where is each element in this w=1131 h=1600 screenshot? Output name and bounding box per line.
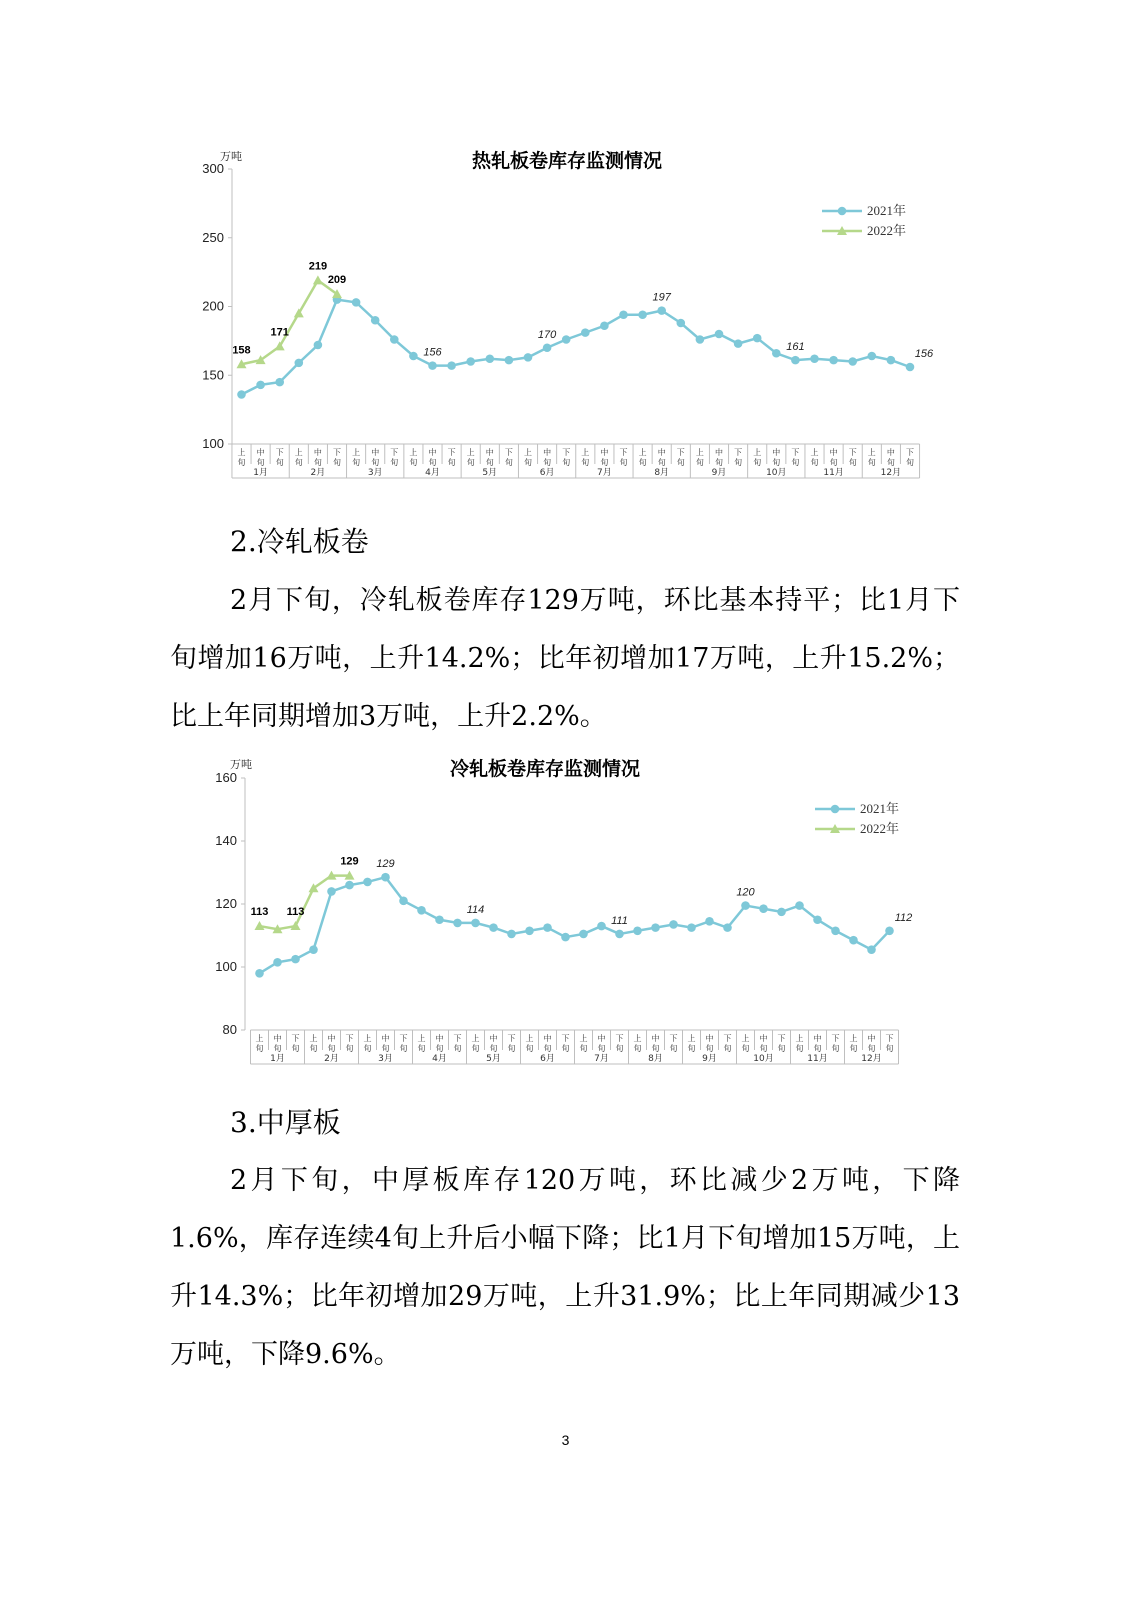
series-2021-point xyxy=(791,356,800,365)
x-tick-label: 上 xyxy=(409,448,418,457)
x-tick-label: 旬 xyxy=(695,458,704,467)
x-tick-label: 旬 xyxy=(417,1044,426,1053)
series-2021-point xyxy=(777,908,786,917)
x-tick-label: 上 xyxy=(417,1034,426,1043)
x-tick-label: 上 xyxy=(471,1034,480,1043)
x-tick-label: 旬 xyxy=(453,1044,462,1053)
x-tick-label: 上 xyxy=(363,1034,372,1043)
series-2021-point xyxy=(505,356,514,365)
month-label: 12月 xyxy=(861,1054,882,1064)
series-2021-line xyxy=(260,877,890,973)
series-2021-point xyxy=(409,352,418,361)
x-tick-label: 上 xyxy=(524,448,532,457)
month-label: 1月 xyxy=(253,468,268,478)
x-tick-label: 上 xyxy=(633,1034,642,1043)
x-tick-label: 旬 xyxy=(345,1044,354,1053)
x-tick-label: 上 xyxy=(849,1034,858,1043)
x-tick-label: 下 xyxy=(399,1034,408,1043)
x-tick-label: 下 xyxy=(676,448,685,457)
x-tick-label: 中 xyxy=(651,1034,660,1043)
x-tick-label: 旬 xyxy=(255,1044,264,1053)
x-tick-label: 下 xyxy=(906,448,914,457)
series-2021-point xyxy=(657,306,666,315)
month-label: 11月 xyxy=(807,1054,828,1064)
chart-svg xyxy=(0,750,1131,1065)
x-tick-label: 中 xyxy=(867,1034,876,1043)
y-tick-label: 250 xyxy=(202,229,224,245)
series-2021-point xyxy=(428,361,437,370)
x-tick-label: 旬 xyxy=(867,458,876,467)
series-2021-point xyxy=(524,353,533,362)
legend-2021-label: 2021年 xyxy=(860,801,900,816)
series-2021-point xyxy=(772,349,781,358)
page-number: 3 xyxy=(561,1432,570,1448)
x-tick-label: 旬 xyxy=(777,1044,786,1053)
series-2021-point xyxy=(390,335,399,344)
section-paragraph-cold-rolled: 2月下旬，冷轧板卷库存129万吨，环比基本持平；比1月下旬增加16万吨，上升14.2%；比年初增加17万吨，上升15.2%；比上年同期增加3万吨，上升2.2%。 xyxy=(170,585,960,732)
x-tick-label: 旬 xyxy=(399,1044,408,1053)
series-2021-point xyxy=(579,930,588,939)
x-tick-label: 旬 xyxy=(619,458,628,467)
series-2021-point xyxy=(829,356,838,365)
x-tick-label: 旬 xyxy=(886,458,895,467)
x-tick-label: 旬 xyxy=(371,458,380,467)
data-label-2021: 112 xyxy=(894,911,913,924)
x-tick-label: 下 xyxy=(291,1034,300,1043)
x-tick-label: 上 xyxy=(309,1034,318,1043)
data-label-2021: 129 xyxy=(376,858,395,871)
month-label: 9月 xyxy=(711,468,727,478)
month-label: 4月 xyxy=(425,468,440,478)
series-2021-point xyxy=(831,926,840,935)
x-tick-label: 旬 xyxy=(294,458,303,467)
legend-2021-label: 2021年 xyxy=(867,203,907,218)
x-tick-label: 旬 xyxy=(772,458,781,467)
section-heading-plate: 3.中厚板 xyxy=(230,1106,341,1139)
month-label: 5月 xyxy=(482,468,498,478)
x-tick-label: 旬 xyxy=(543,1044,552,1053)
series-2021-point xyxy=(309,945,318,954)
series-2021-point xyxy=(810,354,819,363)
series-2021-point xyxy=(723,923,732,932)
x-tick-label: 上 xyxy=(741,1034,750,1043)
x-tick-label: 旬 xyxy=(333,458,341,467)
x-tick-label: 中 xyxy=(813,1034,822,1043)
month-label: 7月 xyxy=(597,468,612,478)
x-tick-label: 中 xyxy=(381,1034,390,1043)
x-tick-label: 旬 xyxy=(275,458,284,467)
series-2021-point xyxy=(489,923,498,932)
chart-svg xyxy=(0,140,1131,485)
series-2021-point xyxy=(759,904,768,913)
x-tick-label: 中 xyxy=(428,448,437,457)
x-tick-label: 上 xyxy=(466,448,475,457)
x-tick-label: 旬 xyxy=(906,458,914,467)
month-label: 3月 xyxy=(367,468,383,478)
month-label: 2月 xyxy=(324,1054,339,1064)
series-2021-line xyxy=(242,300,911,395)
x-tick-label: 旬 xyxy=(849,1044,858,1053)
x-tick-label: 中 xyxy=(597,1034,606,1043)
x-tick-label: 上 xyxy=(579,1034,588,1043)
x-tick-label: 旬 xyxy=(466,458,475,467)
legend-2022-label: 2022年 xyxy=(860,821,900,836)
x-tick-label: 旬 xyxy=(471,1044,480,1053)
y-tick-label: 150 xyxy=(202,367,224,383)
x-tick-label: 上 xyxy=(867,448,876,457)
x-tick-label: 中 xyxy=(256,448,265,457)
x-tick-label: 中 xyxy=(715,448,723,457)
series-2021-point xyxy=(597,922,606,931)
x-tick-label: 下 xyxy=(831,1034,840,1043)
x-tick-label: 旬 xyxy=(390,458,399,467)
x-tick-label: 下 xyxy=(669,1034,678,1043)
series-2021-point xyxy=(600,321,609,330)
x-tick-label: 旬 xyxy=(753,458,762,467)
x-tick-label: 上 xyxy=(795,1034,804,1043)
month-label: 10月 xyxy=(753,1054,774,1064)
series-2021-point xyxy=(371,316,380,325)
x-tick-label: 上 xyxy=(638,448,647,457)
series-2022-point xyxy=(313,275,323,284)
x-tick-label: 旬 xyxy=(810,458,819,467)
x-tick-label: 旬 xyxy=(638,458,647,467)
x-tick-label: 下 xyxy=(275,448,284,457)
series-2021-point xyxy=(715,330,724,339)
series-2021-point xyxy=(255,969,264,978)
x-tick-label: 上 xyxy=(753,448,762,457)
series-2021-point xyxy=(885,926,894,935)
data-label-2021: 111 xyxy=(611,914,628,927)
x-tick-label: 旬 xyxy=(489,1044,498,1053)
series-2021-point xyxy=(561,933,570,942)
x-tick-label: 旬 xyxy=(525,1044,534,1053)
series-2021-point xyxy=(753,334,762,343)
x-tick-label: 旬 xyxy=(309,1044,318,1053)
x-tick-label: 旬 xyxy=(256,458,265,467)
x-tick-label: 旬 xyxy=(813,1044,822,1053)
series-2021-point xyxy=(471,919,480,928)
x-tick-label: 旬 xyxy=(273,1044,282,1053)
x-tick-label: 上 xyxy=(687,1034,696,1043)
y-axis-unit: 万吨 xyxy=(230,758,252,771)
x-tick-label: 中 xyxy=(759,1034,768,1043)
data-label-2021: 161 xyxy=(786,341,805,354)
x-tick-label: 旬 xyxy=(705,1044,714,1053)
x-tick-label: 上 xyxy=(352,448,361,457)
x-tick-label: 下 xyxy=(453,1034,462,1043)
month-label: 2月 xyxy=(310,468,326,478)
x-tick-label: 旬 xyxy=(543,458,552,467)
data-label-2021: 156 xyxy=(914,348,934,360)
legend-2021-marker xyxy=(831,805,840,814)
x-tick-label: 旬 xyxy=(831,1044,840,1053)
series-2021-point xyxy=(813,915,822,924)
y-tick-label: 300 xyxy=(202,161,224,176)
x-tick-label: 旬 xyxy=(381,1044,390,1053)
x-tick-label: 下 xyxy=(562,448,571,457)
y-tick-label: 120 xyxy=(215,896,237,911)
x-tick-label: 中 xyxy=(371,448,380,457)
x-tick-label: 中 xyxy=(489,1034,498,1043)
x-tick-label: 下 xyxy=(777,1034,786,1043)
x-tick-label: 旬 xyxy=(313,458,322,467)
x-tick-label: 下 xyxy=(390,448,399,457)
x-tick-label: 下 xyxy=(504,448,513,457)
x-tick-label: 旬 xyxy=(651,1044,660,1053)
x-tick-label: 旬 xyxy=(352,458,361,467)
x-tick-label: 旬 xyxy=(657,458,666,467)
data-label-2022: 113 xyxy=(286,906,305,919)
series-2021-point xyxy=(887,356,896,365)
x-tick-label: 下 xyxy=(561,1034,570,1043)
x-tick-label: 中 xyxy=(543,1034,552,1043)
x-tick-label: 下 xyxy=(848,448,857,457)
x-tick-label: 中 xyxy=(543,448,552,457)
series-2021-point xyxy=(543,923,552,932)
series-2021-point xyxy=(453,919,462,928)
x-tick-label: 中 xyxy=(705,1034,714,1043)
series-2021-point xyxy=(352,298,361,307)
x-tick-label: 中 xyxy=(313,448,322,457)
series-2021-point xyxy=(363,878,372,887)
month-label: 12月 xyxy=(880,468,902,478)
series-2021-point xyxy=(734,339,743,348)
chart-title: 热轧板卷库存监测情况 xyxy=(471,150,663,172)
series-2021-point xyxy=(906,363,915,372)
series-2021-point xyxy=(275,378,284,387)
x-tick-label: 旬 xyxy=(562,458,571,467)
series-2021-point xyxy=(314,341,323,350)
x-tick-label: 中 xyxy=(327,1034,336,1043)
y-tick-label: 160 xyxy=(215,770,237,785)
month-label: 9月 xyxy=(702,1054,717,1064)
x-tick-label: 上 xyxy=(237,448,246,457)
x-tick-label: 旬 xyxy=(715,458,723,467)
data-label-2021: 114 xyxy=(466,903,485,916)
legend-2021-marker xyxy=(838,207,847,216)
x-tick-label: 下 xyxy=(619,448,628,457)
x-tick-label: 旬 xyxy=(597,1044,606,1053)
x-tick-label: 旬 xyxy=(676,458,685,467)
x-tick-label: 下 xyxy=(615,1034,624,1043)
series-2021-point xyxy=(525,926,534,935)
series-2021-point xyxy=(273,958,282,967)
series-2021-point xyxy=(345,881,354,890)
x-tick-label: 旬 xyxy=(579,1044,588,1053)
x-tick-label: 中 xyxy=(829,448,838,457)
month-label: 7月 xyxy=(594,1054,609,1064)
month-label: 10月 xyxy=(766,468,787,478)
series-2021-point xyxy=(291,955,300,964)
x-tick-label: 旬 xyxy=(633,1044,642,1053)
x-tick-label: 中 xyxy=(273,1034,282,1043)
series-2021-point xyxy=(417,906,426,915)
x-tick-label: 下 xyxy=(333,448,341,457)
x-tick-label: 上 xyxy=(695,448,704,457)
x-tick-label: 旬 xyxy=(867,1044,876,1053)
series-2021-point xyxy=(581,328,590,337)
x-tick-label: 旬 xyxy=(237,458,246,467)
x-tick-label: 旬 xyxy=(723,1044,732,1053)
x-tick-label: 中 xyxy=(485,448,494,457)
x-tick-label: 旬 xyxy=(409,458,418,467)
x-tick-label: 旬 xyxy=(581,458,590,467)
month-label: 11月 xyxy=(823,468,844,478)
month-label: 6月 xyxy=(539,468,555,478)
data-label-2021: 170 xyxy=(537,328,557,341)
series-2022-line xyxy=(242,280,338,364)
series-2021-point xyxy=(651,923,660,932)
y-axis-unit: 万吨 xyxy=(220,150,242,163)
x-tick-label: 上 xyxy=(810,448,819,457)
x-tick-label: 旬 xyxy=(759,1044,768,1053)
section-heading-cold-rolled: 2.冷轧板卷 xyxy=(230,525,369,558)
x-tick-label: 上 xyxy=(581,448,590,457)
x-tick-label: 旬 xyxy=(435,1044,444,1053)
chart-title: 冷轧板卷库存监测情况 xyxy=(449,758,641,780)
series-2021-point xyxy=(381,873,390,882)
x-tick-label: 下 xyxy=(885,1034,894,1043)
x-tick-label: 旬 xyxy=(741,1044,750,1053)
series-2021-point xyxy=(848,357,857,366)
x-tick-label: 下 xyxy=(447,448,456,457)
x-tick-label: 上 xyxy=(294,448,303,457)
series-2021-point xyxy=(295,359,304,368)
data-label-2022: 171 xyxy=(270,326,289,339)
series-2022-line xyxy=(260,876,350,930)
x-tick-label: 旬 xyxy=(795,1044,804,1053)
series-2021-point xyxy=(486,354,495,363)
x-tick-label: 中 xyxy=(600,448,609,457)
x-tick-label: 下 xyxy=(791,448,800,457)
series-2021-point xyxy=(696,335,705,344)
series-2021-point xyxy=(466,357,475,366)
data-label-2021: 197 xyxy=(652,291,671,304)
x-tick-label: 下 xyxy=(507,1034,516,1043)
series-2021-point xyxy=(677,319,686,328)
x-tick-label: 旬 xyxy=(791,458,800,467)
x-tick-label: 中 xyxy=(435,1034,444,1043)
month-label: 8月 xyxy=(648,1054,663,1064)
legend-2022-label: 2022年 xyxy=(867,223,907,238)
month-label: 5月 xyxy=(486,1054,501,1064)
series-2021-point xyxy=(562,335,571,344)
series-2021-point xyxy=(867,945,876,954)
data-label-2022: 129 xyxy=(340,855,359,868)
y-tick-label: 200 xyxy=(202,298,224,314)
series-2021-point xyxy=(619,310,628,319)
x-tick-label: 中 xyxy=(886,448,895,457)
series-2021-point xyxy=(237,390,246,399)
x-tick-label: 中 xyxy=(772,448,781,457)
series-2021-point xyxy=(741,901,750,910)
y-tick-label: 100 xyxy=(215,959,237,974)
data-label-2022: 219 xyxy=(308,260,328,273)
x-tick-label: 旬 xyxy=(447,458,456,467)
series-2021-point xyxy=(705,917,714,926)
series-2021-point xyxy=(687,923,696,932)
x-tick-label: 中 xyxy=(657,448,666,457)
hot-rolled-chart xyxy=(0,140,1131,485)
y-tick-label: 100 xyxy=(202,436,224,451)
x-tick-label: 上 xyxy=(525,1034,534,1043)
month-label: 1月 xyxy=(270,1054,285,1064)
series-2021-point xyxy=(615,930,624,939)
series-2021-point xyxy=(435,915,444,924)
y-tick-label: 80 xyxy=(222,1022,237,1037)
series-2021-point xyxy=(669,920,678,929)
series-2021-point xyxy=(868,352,877,361)
x-tick-label: 旬 xyxy=(615,1044,624,1053)
data-label-2021: 156 xyxy=(423,346,442,359)
y-tick-label: 140 xyxy=(215,833,237,848)
x-tick-label: 下 xyxy=(723,1034,732,1043)
series-2021-point xyxy=(849,936,858,945)
month-label: 4月 xyxy=(432,1054,447,1064)
x-tick-label: 旬 xyxy=(428,458,437,467)
series-2021-point xyxy=(795,901,804,910)
x-tick-label: 旬 xyxy=(485,458,494,467)
x-tick-label: 旬 xyxy=(829,458,838,467)
series-2021-point xyxy=(327,887,336,896)
x-tick-label: 下 xyxy=(345,1034,354,1043)
x-tick-label: 旬 xyxy=(848,458,857,467)
x-tick-label: 旬 xyxy=(327,1044,336,1053)
x-tick-label: 旬 xyxy=(507,1044,516,1053)
x-tick-label: 旬 xyxy=(524,458,532,467)
data-label-2022: 113 xyxy=(250,906,269,919)
series-2021-point xyxy=(507,930,516,939)
series-2021-point xyxy=(399,897,408,906)
x-tick-label: 旬 xyxy=(669,1044,678,1053)
x-tick-label: 旬 xyxy=(885,1044,894,1053)
data-label-2022: 158 xyxy=(232,344,251,357)
series-2021-point xyxy=(256,381,265,390)
section-paragraph-plate: 2月下旬，中厚板库存120万吨，环比减少2万吨，下降1.6%，库存连续4旬上升后小幅下降；比1月下旬增加15万吨，上升14.3%；比年初增加29万吨，上升31.9%；比上年同期减少13万吨，下降9.6%。 xyxy=(170,1165,960,1370)
data-label-2022: 209 xyxy=(327,274,347,287)
x-tick-label: 旬 xyxy=(291,1044,300,1053)
data-label-2021: 120 xyxy=(736,886,755,899)
x-tick-label: 旬 xyxy=(600,458,609,467)
x-tick-label: 旬 xyxy=(504,458,513,467)
x-tick-label: 旬 xyxy=(687,1044,696,1053)
x-tick-label: 旬 xyxy=(734,458,743,467)
series-2021-point xyxy=(638,310,647,319)
x-tick-label: 旬 xyxy=(561,1044,570,1053)
x-tick-label: 上 xyxy=(255,1034,264,1043)
series-2021-point xyxy=(543,343,552,352)
month-label: 6月 xyxy=(540,1054,555,1064)
series-2021-point xyxy=(447,361,456,370)
x-tick-label: 旬 xyxy=(363,1044,372,1053)
series-2021-point xyxy=(633,926,642,935)
cold-rolled-chart xyxy=(0,750,1131,1065)
month-label: 3月 xyxy=(378,1054,393,1064)
x-tick-label: 下 xyxy=(734,448,743,457)
month-label: 8月 xyxy=(654,468,670,478)
